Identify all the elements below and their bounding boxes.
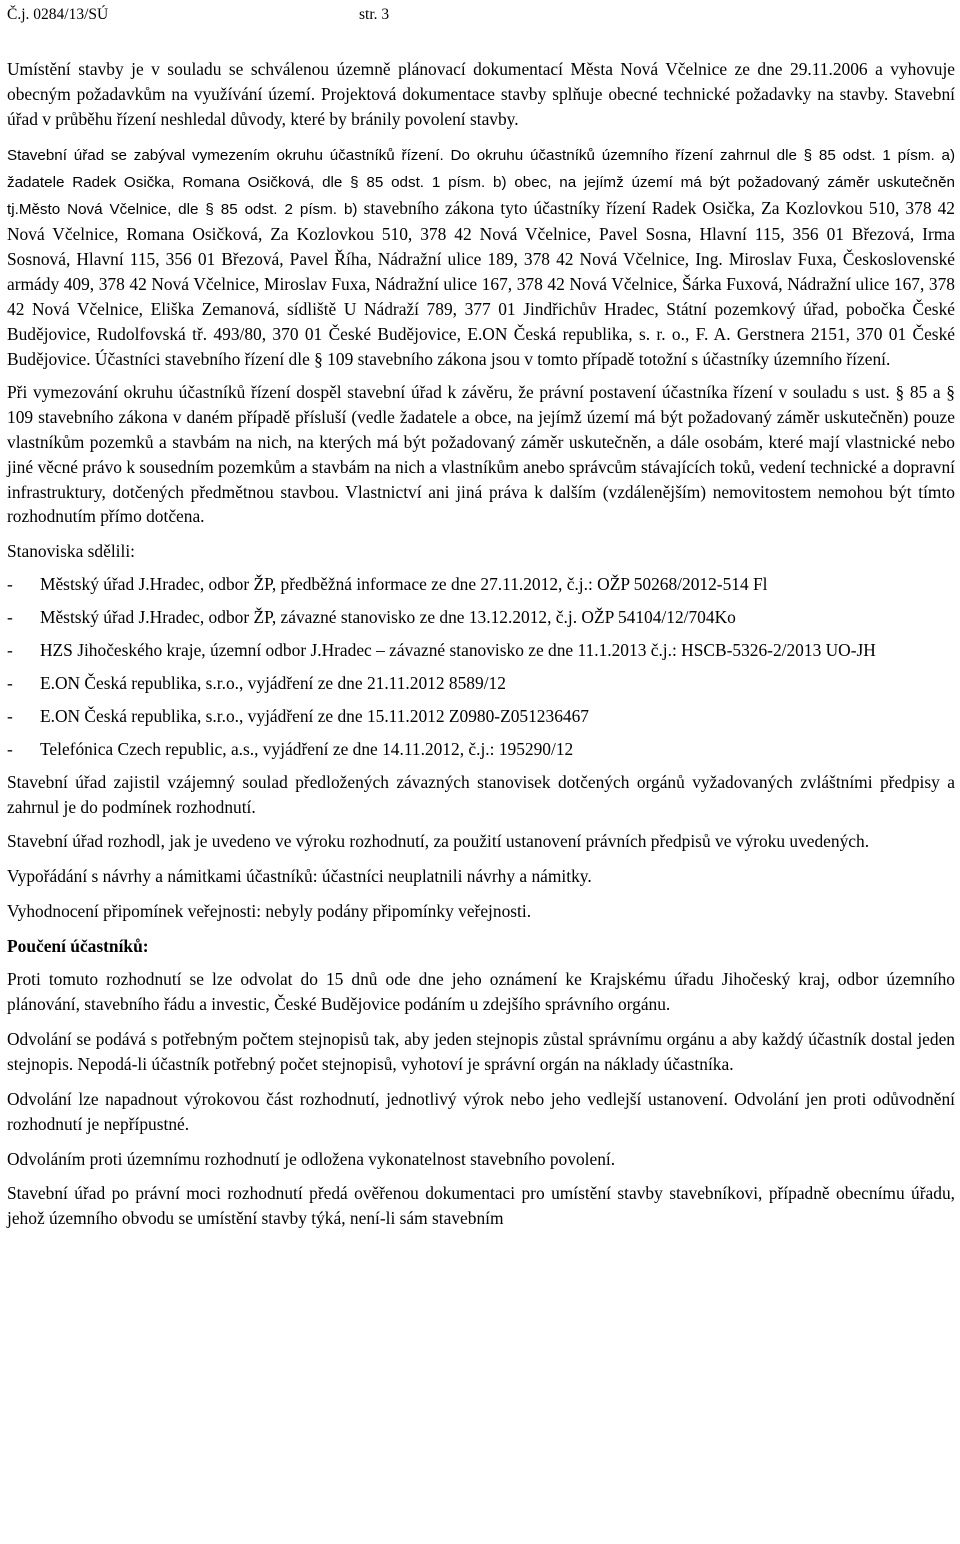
reference-number: Č.j. 0284/13/SÚ <box>7 6 109 23</box>
list-item: - Městský úřad J.Hradec, odbor ŽP, předběžná informace ze dne 27.11.2012, č.j.: OŽP 50268/2012-514 Fl <box>7 574 768 595</box>
page-number: str. 3 <box>359 6 390 23</box>
paragraph-appeal-copies: Odvolání se podává s potřebným počtem stejnopisů tak, aby jeden stejnopis zůstal správnímu orgánu a aby každý účastník dostal jeden stejnopis. Nepodá-li účastník potřebný počet stejnopisů, vyhotoví je správní orgán na náklady účastníka. <box>7 1028 955 1074</box>
paragraph-participant-scope: Při vymezování okruhu účastníků řízení dospěl stavební úřad k závěru, že právní postavení účastníka řízení v souladu s ust. § 85 a § 109 stavebního zákona v daném případě přísluší (vedle žadatele a obce, na jejímž území má být požadovaný záměr uskutečněn) pouze vlastníkům pozemků a stavbám na nich, na kterých má být požadovaný záměr uskutečněn, a dále osobám, které mají vlastnické nebo jiné věcné právo k sousedním pozemkům a stavbám na nich a vlastníkům anebo správcům stávajících toků, vedení technické a dopravní infrastruktury, dotčených předmětnou stavbou. Vlastnictví ani jiná práva k dalším (vzdálenějším) nemovitostem nemohou být tímto rozhodnutím přímo dotčena. <box>7 381 955 527</box>
paragraph-public-comments: Vyhodnocení připomínek veřejnosti: nebyly podány připomínky veřejnosti. <box>7 901 532 922</box>
list-item: - Telefónica Czech republic, a.s., vyjádření ze dne 14.11.2012, č.j.: 195290/12 <box>7 738 574 759</box>
paragraph-participants-sans: Stavební úřad se zabýval vymezením okruhu účastníků řízení. Do okruhu účastníků územního řízení zahrnul dle § 85 odst. 1 písm. a) žadatele Radek Osička, Romana Osičková, dle § 85 odst. 1 písm. b) obec, na jejímž území má být požadovaný záměr uskutečněn tj.Město Nová Včelnice, dle § 85 odst. 2 písm. b) <box>7 146 955 218</box>
document-body <box>7 57 955 1241</box>
paragraph-appeal-deadline: Proti tomuto rozhodnutí se lze odvolat do 15 dnů ode dne jeho oznámení ke Krajskému úřadu Jihočeský kraj, odbor územního plánování, stavebního řádu a investic, České Budějovice podáním u zdejšího správního orgánu. <box>7 969 955 1014</box>
paragraph-decision-basis: Stavební úřad rozhodl, jak je uvedeno ve výroku rozhodnutí, za použití ustanovení právních předpisů ve výroku uvedených. <box>7 831 870 852</box>
list-item: - HZS Jihočeského kraje, územní odbor J.Hradec – závazné stanovisko ze dne 11.1.2013 č.j.: HSCB-5326-2/2013 UO-JH <box>7 640 876 661</box>
page-header <box>7 6 947 26</box>
paragraph-mutual-consistency: Stavební úřad zajistil vzájemný soulad předložených závazných stanovisek dotčených orgánů vyžadovaných zvláštními předpisy a zahrnul je do podmínek rozhodnutí. <box>7 771 955 817</box>
opinions-heading: Stanoviska sdělili: <box>7 541 136 562</box>
list-item: - Městský úřad J.Hradec, odbor ŽP, závazné stanovisko ze dne 13.12.2012, č.j. OŽP 54104/12/704Ko <box>7 607 736 628</box>
paragraph-participants-serif: stavebního zákona tyto účastníky řízení Radek Osička, Za Kozlovkou 510, 378 42 Nová Včelnice, Romana Osičková, Za Kozlovkou 510, 378 42 Nová Včelnice, Pavel Sosna, Hlavní 115, 356 01 Březová, Irma Sosnová, Hlavní 115, 356 01 Březová, Pavel Říha, Nádražní ulice 189, 378 42 Nová Včelnice, Ing. Miroslav Fuxa, Československé armády 409, 378 42 Nová Včelnice, Miroslav Fuxa, Nádražní ulice 167, 378 42 Nová Včelnice, Šárka Fuxová, Nádražní ulice 167, 378 42 Nová Včelnice, Eliška Zemanová, sídliště U Nádraží 789, 377 01 Jindřichův Hradec, Státní pozemkový úřad, pobočka České Budějovice, Rudolfovská tř. 493/80, 370 01 České Budějovice, E.ON Česká republika, s. r. o., F. A. Gerstnera 2151, 370 01 České Budějovice. Účastníci stavebního řízení dle § 109 stavebního zákona jsou v tomto případě totožní s účastníky územního řízení. <box>7 197 955 369</box>
paragraph-appeal-effect: Odvoláním proti územnímu rozhodnutí je odložena vykonatelnost stavebního povolení. <box>7 1148 616 1169</box>
instruction-heading: Poučení účastníků: <box>7 936 149 957</box>
opinions-list <box>7 572 955 761</box>
paragraph-documentation-handover: Stavební úřad po právní moci rozhodnutí předá ověřenou dokumentaci pro umístění stavby stavebníkovi, případně obecnímu úřadu, jehož územního obvodu se umístění stavby týká, není-li sám stavebním <box>7 1183 955 1229</box>
paragraph-appeal-scope: Odvolání lze napadnout výrokovou část rozhodnutí, jednotlivý výrok nebo jeho vedlejší ustanovení. Odvolání jen proti odůvodnění rozhodnutí je nepřípustné. <box>7 1088 955 1134</box>
paragraph-zoning-compliance: Umístění stavby je v souladu se schválenou územně plánovací dokumentací Města Nová Včelnice ze dne 29.11.2006 a vyhovuje obecným požadavkům na využívání území. Projektová dokumentace stavby splňuje obecné technické požadavky na stavby. Stavební úřad v průběhu řízení neshledal důvody, které by bránily povolení stavby. <box>7 59 955 129</box>
list-item: - E.ON Česká republika, s.r.o., vyjádření ze dne 15.11.2012 Z0980-Z051236467 <box>7 705 589 726</box>
paragraph-objections: Vypořádání s návrhy a námitkami účastníků: účastníci neuplatnili návrhy a námitky. <box>7 866 592 887</box>
list-item: - E.ON Česká republika, s.r.o., vyjádření ze dne 21.11.2012 8589/12 <box>7 672 506 693</box>
paragraph-participants <box>7 142 955 372</box>
